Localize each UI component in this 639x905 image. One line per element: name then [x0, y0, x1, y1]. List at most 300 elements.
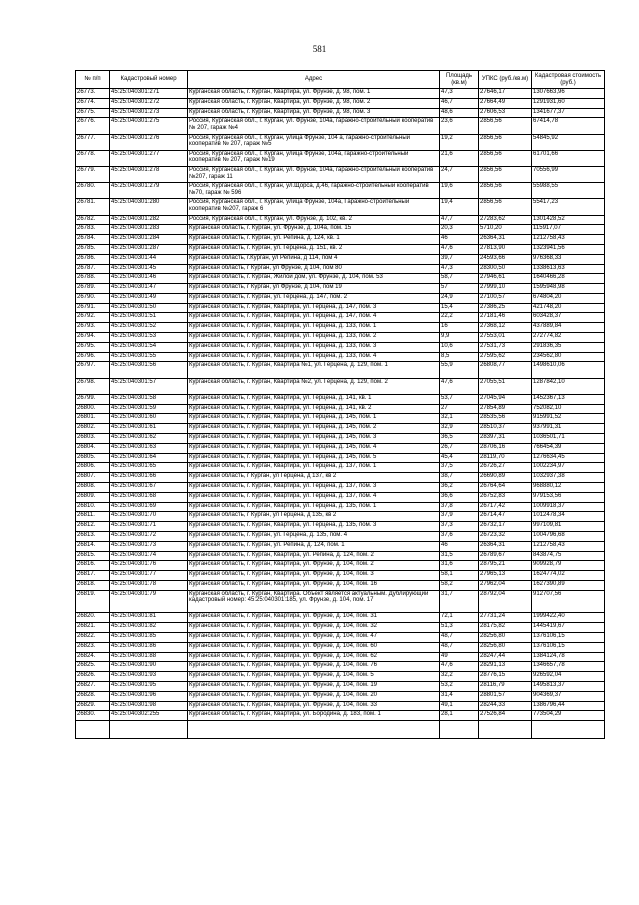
cell-number: 26821. [76, 623, 110, 633]
cell-number: 26796. [76, 352, 110, 362]
cell-cadastral-number: 45:25:040301:72 [110, 532, 188, 542]
table-row [76, 502, 605, 512]
cell-cadastral-value: 1376106,15 [532, 642, 605, 652]
cell-number: 26808. [76, 483, 110, 493]
cell-cadastral-value: 1627390,89 [532, 580, 605, 590]
cell-cadastral-value: 1445419,67 [532, 623, 605, 633]
cell-area: 37,9 [440, 512, 479, 522]
table-row [76, 150, 605, 166]
cell-number: 26790. [76, 293, 110, 303]
cell-cadastral-value: 61701,66 [532, 150, 605, 166]
cell-area: 47,6 [440, 244, 479, 254]
cell-cadastral-number: 45:25:040301:282 [110, 215, 188, 225]
cell-cadastral-value: 603428,37 [532, 313, 605, 323]
cell-upks: 26732,17 [479, 522, 532, 532]
table-row [76, 264, 605, 274]
cell-upks: 26364,31 [479, 235, 532, 245]
cell-address: Курганская область, г. Курган, Квартира, ул. Репина, д. 124, пом. 2 [188, 551, 440, 561]
cell-cadastral-number: 45:25:040301:73 [110, 541, 188, 551]
cell-address: Курганская область, г. Курган, Квартира, ул. Герцена, д. 141, кв. 1 [188, 394, 440, 404]
table-row [76, 632, 605, 642]
cell-area: 37,6 [440, 532, 479, 542]
cell-number: 26817. [76, 571, 110, 581]
cell-cadastral-value: 1386796,44 [532, 701, 605, 711]
cell-upks: 27965,13 [479, 571, 532, 581]
cell-cadastral-value: 291836,35 [532, 342, 605, 352]
cell-address: Курганская область, г. Курган, Квартира, ул. Герцена, д. 147, пом. 4 [188, 313, 440, 323]
cell-cadastral-number: 45:25:040301:55 [110, 352, 188, 362]
cell-address: Курганская область, г. Курган, Квартира, ул. Фрунзе, д. 98, пом. 2 [188, 98, 440, 108]
cell-address: Курганская область, г. Курган, Квартира, ул. Фрунзе, д. 104, пом. 2 [188, 561, 440, 571]
column-header-cadastral-number: Кадастровый номер [110, 71, 188, 89]
cell-upks: 28175,82 [479, 623, 532, 633]
table-row [76, 333, 605, 343]
cell-upks: 26764,64 [479, 483, 532, 493]
cell-area: 45,4 [440, 453, 479, 463]
cell-upks: 27946,61 [479, 274, 532, 284]
cell-upks: 28116,79 [479, 681, 532, 691]
cell-area: 46 [440, 541, 479, 551]
cell-upks: 5710,20 [479, 225, 532, 235]
cell-number: 26813. [76, 532, 110, 542]
cell-address: Курганская область, г. Курган, Жилой дом, ул. Фрунзе, д. 104, пом. 53 [188, 274, 440, 284]
cell-cadastral-value: 421748,20 [532, 303, 605, 313]
cell-cadastral-value: 968880,12 [532, 483, 605, 493]
cell-number: 26826. [76, 672, 110, 682]
table-row [76, 274, 605, 284]
cell-cadastral-number: 45:25:040301:276 [110, 134, 188, 150]
table-row [76, 108, 605, 118]
cell-upks: 27854,89 [479, 404, 532, 414]
cell-cadastral-value: 54845,92 [532, 134, 605, 150]
cell-number: 26809. [76, 492, 110, 502]
cell-cadastral-number: 45:25:040301:58 [110, 394, 188, 404]
cell-area: 32,2 [440, 672, 479, 682]
cell-upks: 27595,62 [479, 352, 532, 362]
cell-number: 26820. [76, 613, 110, 623]
cell-cadastral-value: 67414,78 [532, 118, 605, 134]
cell-area: 36,5 [440, 434, 479, 444]
cell-cadastral-value: 915991,52 [532, 414, 605, 424]
cell-cadastral-value: 766454,39 [532, 443, 605, 453]
cell-cadastral-number: 45:25:040301:60 [110, 414, 188, 424]
cell-area: 16 [440, 323, 479, 333]
cell-area: 10,6 [440, 342, 479, 352]
cell-address: Курганская область, г. Курган, Квартира, ул. Герцена, д. 133, пом. 3 [188, 342, 440, 352]
cell-cadastral-value: 1323941,56 [532, 244, 605, 254]
cell-cadastral-number: 45:25:040301:88 [110, 652, 188, 662]
cell-number: 26780. [76, 183, 110, 199]
cell-address: Россия, Курганская обл., г. Курган, ул.Щорса, д.46, гаражно-строительный кооператив №70, гараж № 596 [188, 183, 440, 199]
cell-number: 26810. [76, 502, 110, 512]
cell-area: 21,6 [440, 150, 479, 166]
cell-cadastral-value: 843874,75 [532, 551, 605, 561]
column-header-number: № п/п [76, 71, 110, 89]
cell-area: 31,7 [440, 590, 479, 613]
cell-upks: 26364,31 [479, 541, 532, 551]
cell-cadastral-number: 45:25:040301:95 [110, 681, 188, 691]
cell-cadastral-value: 1032937,38 [532, 473, 605, 483]
cell-upks: 27999,10 [479, 284, 532, 294]
cell-cadastral-value: 1036501,71 [532, 434, 605, 444]
cell-address: Курганская область, г. Курган, Квартира, ул. Фрунзе, д. 104, пом. 62 [188, 652, 440, 662]
cell-address: Россия, Курганская обл., г. Курган, улица Фрунзе, 104а, гаражно-строительный кооператив № 207, гараж №19 [188, 150, 440, 166]
cell-number: 26802. [76, 424, 110, 434]
cell-cadastral-value: 1346657,78 [532, 662, 605, 672]
cell-address: Курганская область, г Курган, ул Фрунзе, д 104, пом 19 [188, 284, 440, 294]
table-row [76, 424, 605, 434]
cell-cadastral-number: 45:25:040301:78 [110, 580, 188, 590]
cell-cadastral-value: 437889,84 [532, 323, 605, 333]
cell-number: 26805. [76, 453, 110, 463]
cell-number: 26787. [76, 264, 110, 274]
column-header-area: Площадь (кв.м) [440, 71, 479, 89]
cell-address: Курганская область, г. Курган, Квартира, ул. Фрунзе, д. 104, пом. 32 [188, 623, 440, 633]
cell-cadastral-value: 904369,37 [532, 691, 605, 701]
cadastral-value-table [75, 70, 605, 739]
cell-upks: 26752,83 [479, 492, 532, 502]
table-row [76, 313, 605, 323]
cell-cadastral-value: 912707,56 [532, 590, 605, 613]
cell-cadastral-number: 45:25:040301:271 [110, 89, 188, 99]
cell-address: Курганская область, г. Курган, Квартира, ул. Фрунзе, д. 104, пом. 60 [188, 642, 440, 652]
cell-address: Курганская область, г. Курган, Квартира, ул. Герцена, д. 133, пом. 2 [188, 333, 440, 343]
cell-area: 19,6 [440, 183, 479, 199]
cell-cadastral-value: 1999422,40 [532, 613, 605, 623]
cell-number: 26774. [76, 98, 110, 108]
cell-upks: 27045,94 [479, 394, 532, 404]
cell-cadastral-value: 1384124,78 [532, 652, 605, 662]
cell-area: 58,7 [440, 274, 479, 284]
cell-address: Курганская область, г. Курган, Квартира, ул. Фрунзе, д. 104, пом. 31 [188, 613, 440, 623]
cell-area: 38,7 [440, 473, 479, 483]
cell-area: 53,7 [440, 394, 479, 404]
cell-cadastral-number: 45:25:040301:287 [110, 244, 188, 254]
cell-number: 26828. [76, 691, 110, 701]
table-row [76, 701, 605, 711]
table-row [76, 352, 605, 362]
table-row [76, 483, 605, 493]
cell-cadastral-value: 752082,10 [532, 404, 605, 414]
cell-cadastral-number: 45:25:040301:67 [110, 483, 188, 493]
cell-number: 26793. [76, 323, 110, 333]
table-row [76, 613, 605, 623]
cell-address: Курганская область, г. Курган, ул. Герцена, д. 147, пом. 2 [188, 293, 440, 303]
cell-cadastral-value: 1341677,37 [532, 108, 605, 118]
cell-area: 22,2 [440, 313, 479, 323]
table-row [76, 473, 605, 483]
cell-area: 24,7 [440, 166, 479, 182]
cell-cadastral-number: 45:25:040301:279 [110, 183, 188, 199]
table-row [76, 434, 605, 444]
cell-cadastral-value: 1276634,45 [532, 453, 605, 463]
table-row [76, 394, 605, 404]
cell-cadastral-value: 234562,80 [532, 352, 605, 362]
cell-address: Курганская область, г Курган, ул Герцена, д 137, кв 2 [188, 473, 440, 483]
cell-address: Курганская область, г. Курган, Квартира, ул. Герцена, д. 147, пом. 3 [188, 303, 440, 313]
cell-upks: 27664,49 [479, 98, 532, 108]
cell-area: 47,3 [440, 264, 479, 274]
cell-number: 26777. [76, 134, 110, 150]
cell-upks: 26690,89 [479, 473, 532, 483]
cell-cadastral-number: 45:25:040301:50 [110, 303, 188, 313]
cell-area: 31,6 [440, 561, 479, 571]
cell-area: 58,2 [440, 580, 479, 590]
table-row [76, 492, 605, 502]
cell-address: Курганская область, г. Курган, Квартира, ул. Герцена, д. 145, пом. 2 [188, 424, 440, 434]
cell-number: 26816. [76, 561, 110, 571]
table-row [76, 522, 605, 532]
cell-upks: 27100,57 [479, 293, 532, 303]
cell-area: 37,8 [440, 502, 479, 512]
cell-area: 58,1 [440, 571, 479, 581]
table-row [76, 711, 605, 721]
cell-area: 46,7 [440, 98, 479, 108]
cell-cadastral-value: 773504,29 [532, 711, 605, 721]
cell-cadastral-number: 45:25:040301:98 [110, 701, 188, 711]
cell-number: 26827. [76, 681, 110, 691]
cell-number: 26785. [76, 244, 110, 254]
cell-cadastral-number: 45:25:040301:71 [110, 522, 188, 532]
cell-upks: 2856,56 [479, 150, 532, 166]
cell-area: 48,6 [440, 108, 479, 118]
cell-cadastral-number: 45:25:040301:56 [110, 362, 188, 378]
cell-number: 26806. [76, 463, 110, 473]
empty-cell [479, 721, 532, 739]
cell-cadastral-number: 45:25:040301:63 [110, 443, 188, 453]
cell-cadastral-number: 45:25:040301:280 [110, 199, 188, 215]
cell-address: Курганская область, г. Курган, ул. Герцена, д. 135, пом. 4 [188, 532, 440, 542]
cell-area: 49,1 [440, 701, 479, 711]
cell-address: Курганская область, г. Курган, Квартира, ул. Фрунзе, д. 104, пом. 16 [188, 580, 440, 590]
cell-upks: 27055,51 [479, 378, 532, 394]
cell-number: 26795. [76, 342, 110, 352]
cell-cadastral-value: 1595948,98 [532, 284, 605, 294]
table-row [76, 215, 605, 225]
cell-number: 26794. [76, 333, 110, 343]
cell-address: Курганская область, г. Курган, Квартира, ул. Герцена, д. 133, пом. 4 [188, 352, 440, 362]
cell-number: 26781. [76, 199, 110, 215]
cell-number: 26784. [76, 235, 110, 245]
cell-cadastral-number: 45:25:040301:96 [110, 691, 188, 701]
cell-upks: 26726,27 [479, 463, 532, 473]
cell-upks: 27283,62 [479, 215, 532, 225]
cell-number: 26776. [76, 118, 110, 134]
cell-address: Курганская область, г. Курган, Квартира, ул. Герцена, д. 137, пом. 3 [188, 483, 440, 493]
cell-area: 47,6 [440, 378, 479, 394]
cell-cadastral-value: 1004796,68 [532, 532, 605, 542]
cell-cadastral-number: 45:25:040301:278 [110, 166, 188, 182]
table-row [76, 691, 605, 701]
cell-address: Курганская область, г. Курган, ул. Репина, д. 124, пом. 1 [188, 541, 440, 551]
cell-number: 26801. [76, 414, 110, 424]
table-row [76, 244, 605, 254]
cell-address: Курганская область, г. Курган, Квартира, ул. Герцена, д. 145, пом. 1 [188, 414, 440, 424]
cell-cadastral-value: 1012478,34 [532, 512, 605, 522]
cell-area: 49 [440, 652, 479, 662]
cell-address: Курганская область, г. Курган, Квартира, ул. Фрунзе, д. 104, пом. 76 [188, 662, 440, 672]
cell-cadastral-number: 45:25:040301:275 [110, 118, 188, 134]
cell-address: Курганская область, г. Курган, Квартира, ул. Герцена, д. 133, пом. 1 [188, 323, 440, 333]
cell-cadastral-value: 272774,82 [532, 333, 605, 343]
cell-upks: 28244,33 [479, 701, 532, 711]
cell-area: 48,7 [440, 632, 479, 642]
cell-number: 26775. [76, 108, 110, 118]
cell-area: 9,9 [440, 333, 479, 343]
table-row [76, 342, 605, 352]
cell-upks: 27813,90 [479, 244, 532, 254]
table-row [76, 303, 605, 313]
cell-number: 26792. [76, 313, 110, 323]
table-row [76, 561, 605, 571]
table-row [76, 652, 605, 662]
cell-cadastral-number: 45:25:040301:69 [110, 502, 188, 512]
cell-address: Курганская область, г. Курган, Квартира, ул. Герцена, д. 145, пом. 3 [188, 434, 440, 444]
cell-address: Курганская область, г. Курган, Квартира, ул. Герцена, д. 145, пом. 4 [188, 443, 440, 453]
cell-cadastral-number: 45:25:040301:62 [110, 434, 188, 444]
cell-cadastral-number: 45:25:040301:82 [110, 623, 188, 633]
table-row [76, 623, 605, 633]
cell-number: 26786. [76, 254, 110, 264]
cell-upks: 28535,56 [479, 414, 532, 424]
cell-cadastral-value: 1212758,43 [532, 235, 605, 245]
cell-area: 8,5 [440, 352, 479, 362]
cell-upks: 2856,56 [479, 134, 532, 150]
cell-cadastral-value: 909928,79 [532, 561, 605, 571]
cell-number: 26797. [76, 362, 110, 378]
cell-address: Курганская область, г. Курган, ул. Герцена, д. 151, кв. 2 [188, 244, 440, 254]
cell-number: 26825. [76, 662, 110, 672]
cell-cadastral-number: 45:25:040301:47 [110, 284, 188, 294]
table-row [76, 284, 605, 294]
cell-area: 31,5 [440, 551, 479, 561]
cell-cadastral-value: 115917,07 [532, 225, 605, 235]
cell-cadastral-number: 45:25:040301:93 [110, 672, 188, 682]
cell-area: 20,3 [440, 225, 479, 235]
cell-cadastral-value: 937991,31 [532, 424, 605, 434]
table-row [76, 235, 605, 245]
cell-cadastral-value: 926592,04 [532, 672, 605, 682]
cell-upks: 26717,42 [479, 502, 532, 512]
table-header-row [76, 71, 605, 89]
cell-upks: 28291,13 [479, 662, 532, 672]
cell-address: Курганская область, г.Курган, ул Репина, д 114, пом 4 [188, 254, 440, 264]
cell-address: Курганская область, г. Курган, Квартира, ул. Герцена, д. 145, пом. 5 [188, 453, 440, 463]
cell-cadastral-value: 1640466,28 [532, 274, 605, 284]
cell-cadastral-value: 1002234,97 [532, 463, 605, 473]
cell-area: 39,7 [440, 254, 479, 264]
cell-area: 28,1 [440, 711, 479, 721]
cell-address: Курганская область, г. Курган, Квартира №1, ул. Герцена, д. 129, пом. 1 [188, 362, 440, 378]
cell-upks: 27531,73 [479, 342, 532, 352]
cell-upks: 27606,53 [479, 108, 532, 118]
cell-upks: 28706,16 [479, 443, 532, 453]
empty-cell [76, 721, 110, 739]
cell-cadastral-number: 45:25:040301:57 [110, 378, 188, 394]
cell-address: Курганская область, г. Курган, Квартира, ул. Фрунзе, д. 104, пом. 33 [188, 701, 440, 711]
table-row-empty [76, 721, 605, 739]
cell-address: Курганская область, г Курган, ул Фрунзе, д 104, пом 80 [188, 264, 440, 274]
cell-cadastral-number: 45:25:040301:68 [110, 492, 188, 502]
cell-cadastral-value: 1301428,52 [532, 215, 605, 225]
column-header-upks: УПКС (руб./кв.м) [479, 71, 532, 89]
cell-area: 36,6 [440, 492, 479, 502]
cell-number: 26804. [76, 443, 110, 453]
cell-number: 26815. [76, 551, 110, 561]
cell-upks: 27962,04 [479, 580, 532, 590]
cell-number: 26814. [76, 541, 110, 551]
cell-number: 26830. [76, 711, 110, 721]
cell-address: Курганская область, г. Курган, Квартира, ул. Герцена, д. 137, пом. 1 [188, 463, 440, 473]
cell-upks: 28801,57 [479, 691, 532, 701]
cell-cadastral-value: 1287842,10 [532, 378, 605, 394]
empty-cell [532, 721, 605, 739]
cell-number: 26812. [76, 522, 110, 532]
table-row [76, 590, 605, 613]
cell-number: 26811. [76, 512, 110, 522]
empty-cell [188, 721, 440, 739]
cell-address: Курганская область, г. Курган, Квартира. Объект является актуальным. Дублирующий кадастровый номер: 45:25:040301:185, ул. Фрунзе, д. 104, пом. 17 [188, 590, 440, 613]
cell-cadastral-number: 45:25:040301:49 [110, 293, 188, 303]
cell-area: 55,9 [440, 362, 479, 378]
cell-area: 47,7 [440, 215, 479, 225]
cell-address: Курганская область, г. Курган, Квартира, ул. Фрунзе, д. 104, пом. 5 [188, 672, 440, 682]
cell-area: 19,2 [440, 134, 479, 150]
cell-cadastral-number: 45:25:040301:81 [110, 613, 188, 623]
cell-cadastral-number: 45:25:040301:64 [110, 453, 188, 463]
cell-area: 47,6 [440, 662, 479, 672]
table-row [76, 98, 605, 108]
cell-cadastral-number: 45:25:040301:272 [110, 98, 188, 108]
cell-upks: 27731,24 [479, 613, 532, 623]
cell-cadastral-number: 45:25:040301:79 [110, 590, 188, 613]
cell-upks: 28510,37 [479, 424, 532, 434]
cell-area: 27 [440, 404, 479, 414]
cell-area: 36,2 [440, 483, 479, 493]
cell-address: Курганская область, г. Курган, Квартира №2, ул. Герцена, д. 129, пом. 2 [188, 378, 440, 394]
cell-cadastral-value: 1452367,13 [532, 394, 605, 404]
cell-upks: 27553,01 [479, 333, 532, 343]
cell-upks: 28792,04 [479, 590, 532, 613]
cell-upks: 28119,70 [479, 453, 532, 463]
cell-area: 53,2 [440, 681, 479, 691]
cell-cadastral-number: 45:25:040301:86 [110, 642, 188, 652]
cell-number: 26798. [76, 378, 110, 394]
cell-cadastral-number: 45:25:040301:273 [110, 108, 188, 118]
table-row [76, 89, 605, 99]
cell-cadastral-number: 45:25:040301:283 [110, 225, 188, 235]
cell-upks: 28247,44 [479, 652, 532, 662]
table-row [76, 323, 605, 333]
cell-cadastral-number: 45:25:040301:77 [110, 571, 188, 581]
cell-cadastral-value: 976368,33 [532, 254, 605, 264]
cell-address: Курганская область, г Курган, ул Герцена, д 135, кв 2 [188, 512, 440, 522]
cell-number: 26824. [76, 652, 110, 662]
cell-upks: 2856,56 [479, 118, 532, 134]
cell-number: 26823. [76, 642, 110, 652]
cell-address: Курганская область, г. Курган, Квартира, ул. Фрунзе, д. 98, пом. 1 [188, 89, 440, 99]
cell-number: 26800. [76, 404, 110, 414]
cell-area: 47,3 [440, 89, 479, 99]
cell-number: 26803. [76, 434, 110, 444]
cell-cadastral-value: 1376106,15 [532, 632, 605, 642]
cell-upks: 27526,84 [479, 711, 532, 721]
cell-area: 48,7 [440, 642, 479, 652]
cell-upks: 27181,46 [479, 313, 532, 323]
table-row [76, 225, 605, 235]
cell-area: 15,4 [440, 303, 479, 313]
cell-upks: 26808,77 [479, 362, 532, 378]
